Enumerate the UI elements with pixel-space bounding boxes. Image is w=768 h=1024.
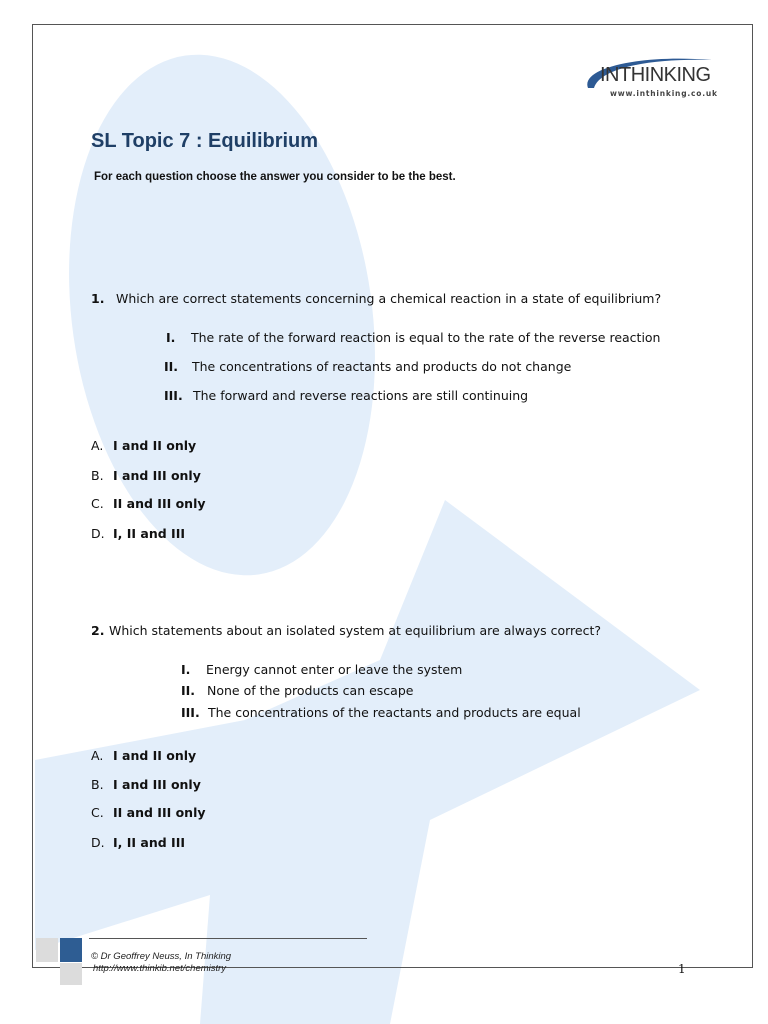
statement: I. Energy cannot enter or leave the system bbox=[181, 662, 463, 677]
question-text: Which are correct statements concerning a chemical reaction in a state of equilibrium? bbox=[116, 291, 662, 306]
footer-divider bbox=[89, 938, 367, 939]
inthinking-logo bbox=[580, 50, 740, 110]
answer-option-a[interactable]: A. I and II only bbox=[91, 438, 197, 453]
question-stem bbox=[91, 288, 661, 307]
page-title: SL Topic 7 : Equilibrium bbox=[91, 130, 319, 152]
answer-option-b[interactable]: B. I and III only bbox=[91, 777, 201, 792]
statement: III. The concentrations of the reactants and products are equal bbox=[181, 705, 581, 720]
statement: III. The forward and reverse reactions are still continuing bbox=[164, 388, 529, 403]
logo-url: www.inthinking.co.uk bbox=[610, 89, 718, 98]
footer-square-blue-icon bbox=[60, 938, 82, 962]
page-number: 1 bbox=[678, 962, 686, 976]
answer-option-c[interactable]: C. II and III only bbox=[91, 496, 206, 511]
instructions: For each question choose the answer you consider to be the best. bbox=[94, 171, 456, 183]
footer-square-gray-icon bbox=[36, 938, 58, 962]
footer-copyright: © Dr Geoffrey Neuss, In Thinking bbox=[91, 951, 232, 962]
footer-url[interactable]: http://www.thinkib.net/chemistry bbox=[93, 963, 227, 974]
footer-square-gray-icon bbox=[60, 963, 82, 985]
statement: I. The rate of the forward reaction is equal to the rate of the reverse reaction bbox=[166, 330, 661, 345]
statement: II. None of the products can escape bbox=[181, 683, 414, 698]
answer-option-b[interactable]: B. I and III only bbox=[91, 468, 201, 483]
question-text: Which statements about an isolated system at equilibrium are always correct? bbox=[109, 623, 601, 638]
question-number: 1. bbox=[91, 291, 105, 306]
answer-option-d[interactable]: D. I, II and III bbox=[91, 526, 185, 541]
answer-option-c[interactable]: C. II and III only bbox=[91, 805, 206, 820]
question-number: 2. bbox=[91, 623, 105, 638]
question-stem bbox=[91, 620, 601, 639]
answer-option-a[interactable]: A. I and II only bbox=[91, 748, 197, 763]
answer-option-d[interactable]: D. I, II and III bbox=[91, 835, 185, 850]
statement: II. The concentrations of reactants and products do not change bbox=[164, 359, 572, 374]
logo-wordmark: INTHINKING bbox=[600, 64, 711, 86]
